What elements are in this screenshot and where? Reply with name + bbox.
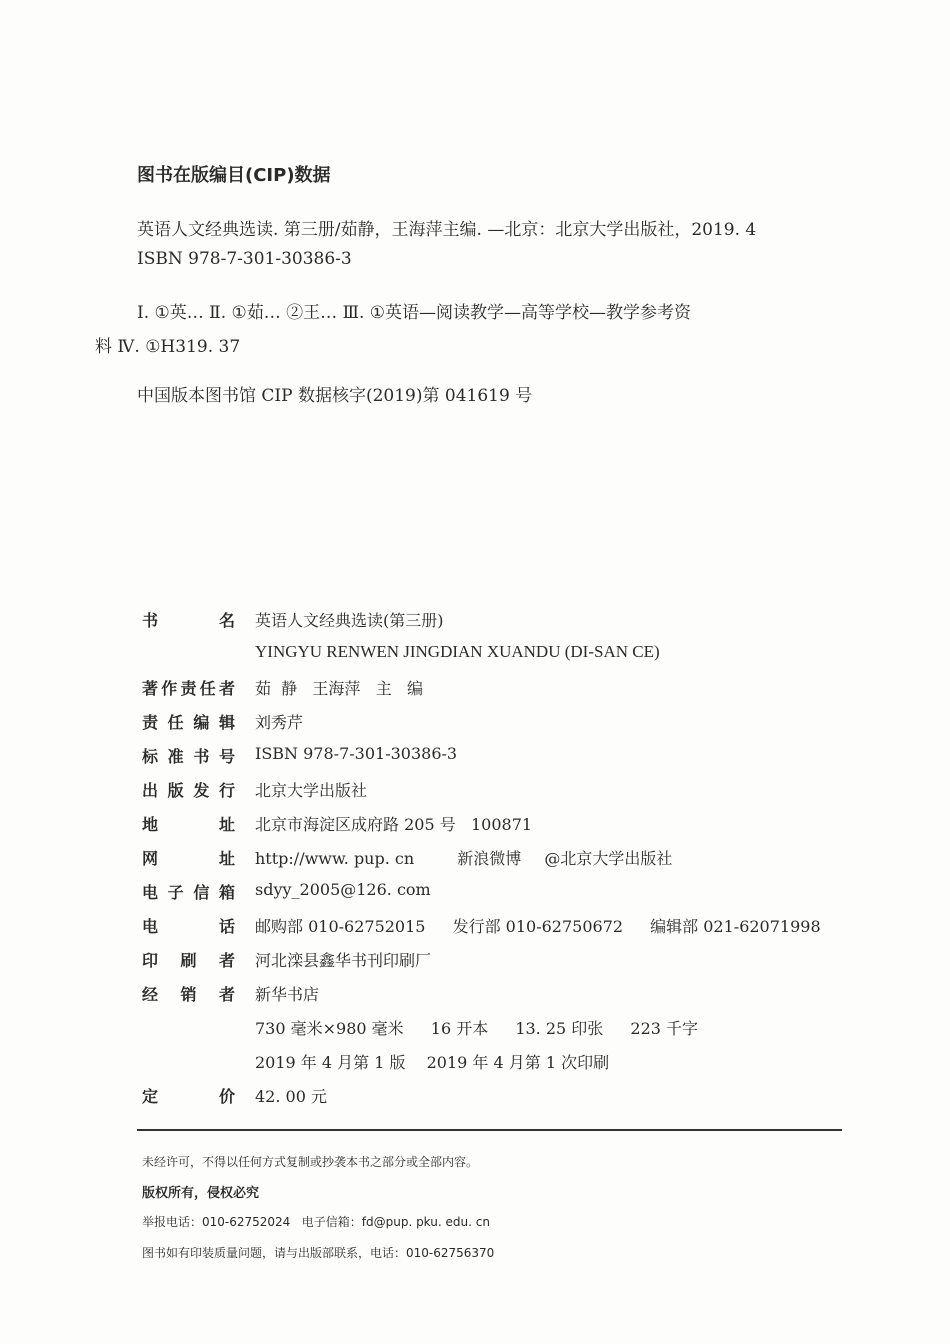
publisher: 北京大学出版社	[255, 781, 368, 800]
address: 北京市海淀区成府路 205 号 100871	[255, 815, 533, 834]
spec-row-title	[142, 606, 842, 640]
weibo-label: 新浪微博	[457, 849, 522, 868]
cip-classification-continued: 料 Ⅳ. ①H319. 37	[95, 337, 241, 357]
printer: 河北滦县鑫华书刊印刷厂	[255, 951, 432, 970]
spec-row-printer	[142, 946, 842, 980]
spec-row-authors	[142, 674, 842, 708]
spec-row-website	[142, 844, 842, 878]
folio: 16 开本	[430, 1019, 489, 1038]
paper-size: 730 毫米×980 毫米	[255, 1019, 404, 1038]
cip-heading: 图书在版编目(CIP)数据	[137, 165, 331, 186]
email[interactable]: sdyy_2005@126. com	[255, 880, 431, 899]
edition-details	[255, 1050, 609, 1073]
price: 42. 00 元	[255, 1087, 327, 1106]
word-count: 223 千字	[630, 1019, 699, 1038]
spec-row-email	[142, 878, 842, 912]
website-info	[255, 846, 672, 869]
spec-label: 印 刷 者	[142, 951, 235, 970]
printed-sheets: 13. 25 印张	[515, 1019, 604, 1038]
publication-specs	[142, 606, 842, 1116]
website-url[interactable]: http://www. pup. cn	[255, 849, 415, 868]
spec-row-title-en	[142, 640, 842, 674]
spec-row-format	[142, 1014, 842, 1048]
spec-row-phone	[142, 912, 842, 946]
section-divider	[137, 1129, 842, 1131]
responsible-editor: 刘秀芹	[255, 713, 304, 732]
spec-row-isbn	[142, 742, 842, 776]
spec-label: 电 子 信 箱	[142, 883, 235, 902]
reproduction-notice: 未经许可，不得以任何方式复制或抄袭本书之部分或全部内容。	[142, 1155, 479, 1169]
cip-record-number: 中国版本图书馆 CIP 数据核字(2019)第 041619 号	[137, 386, 533, 406]
phone-distribution: 发行部 010-62750672	[452, 917, 624, 936]
first-edition: 2019 年 4 月第 1 版	[255, 1053, 406, 1072]
spec-label: 电 话	[142, 917, 235, 936]
spec-row-editor	[142, 708, 842, 742]
spec-label: 标 准 书 号	[142, 747, 235, 766]
phone-numbers	[255, 914, 821, 937]
cip-classification: Ⅰ. ①英… Ⅱ. ①茹… ②王… Ⅲ. ①英语—阅读教学—高等学校—教学参考资	[137, 303, 692, 323]
first-printing: 2019 年 4 月第 1 次印刷	[426, 1053, 610, 1072]
cip-isbn: ISBN 978-7-301-30386-3	[137, 249, 352, 269]
phone-editorial: 编辑部 021-62071998	[650, 917, 821, 936]
spec-label: 地 址	[142, 815, 235, 834]
report-contact: 举报电话：010-62752024 电子信箱：fd@pup. pku. edu. cn	[142, 1215, 490, 1229]
distributor: 新华书店	[255, 985, 320, 1004]
book-title-pinyin: YINGYU RENWEN JINGDIAN XUANDU (DI-SAN CE)	[255, 642, 660, 661]
spec-row-price	[142, 1082, 842, 1116]
spec-label: 著 作 责 任 者	[142, 679, 235, 698]
spec-label: 网 址	[142, 849, 235, 868]
spec-label: 出 版 发 行	[142, 781, 235, 800]
quality-contact: 图书如有印装质量问题，请与出版部联系，电话：010-62756370	[142, 1246, 495, 1260]
spec-label: 书 名	[142, 611, 235, 630]
spec-row-distributor	[142, 980, 842, 1014]
spec-row-edition	[142, 1048, 842, 1082]
spec-row-publisher	[142, 776, 842, 810]
spec-label: 定 价	[142, 1087, 235, 1106]
weibo-handle: @北京大学出版社	[544, 849, 673, 868]
phone-mail-order: 邮购部 010-62752015	[255, 917, 426, 936]
authors: 茹 静 王海萍 主 编	[255, 679, 423, 698]
spec-label: 责 任 编 辑	[142, 713, 235, 732]
spec-row-address	[142, 810, 842, 844]
book-title: 英语人文经典选读(第三册)	[255, 611, 444, 630]
spec-label: 经 销 者	[142, 985, 235, 1004]
copyright-notice: 版权所有，侵权必究	[142, 1186, 260, 1201]
cip-citation: 英语人文经典选读. 第三册/茹静，王海萍主编. —北京：北京大学出版社，2019. 4	[137, 220, 757, 240]
isbn: ISBN 978-7-301-30386-3	[255, 744, 458, 763]
format-details	[255, 1016, 698, 1039]
